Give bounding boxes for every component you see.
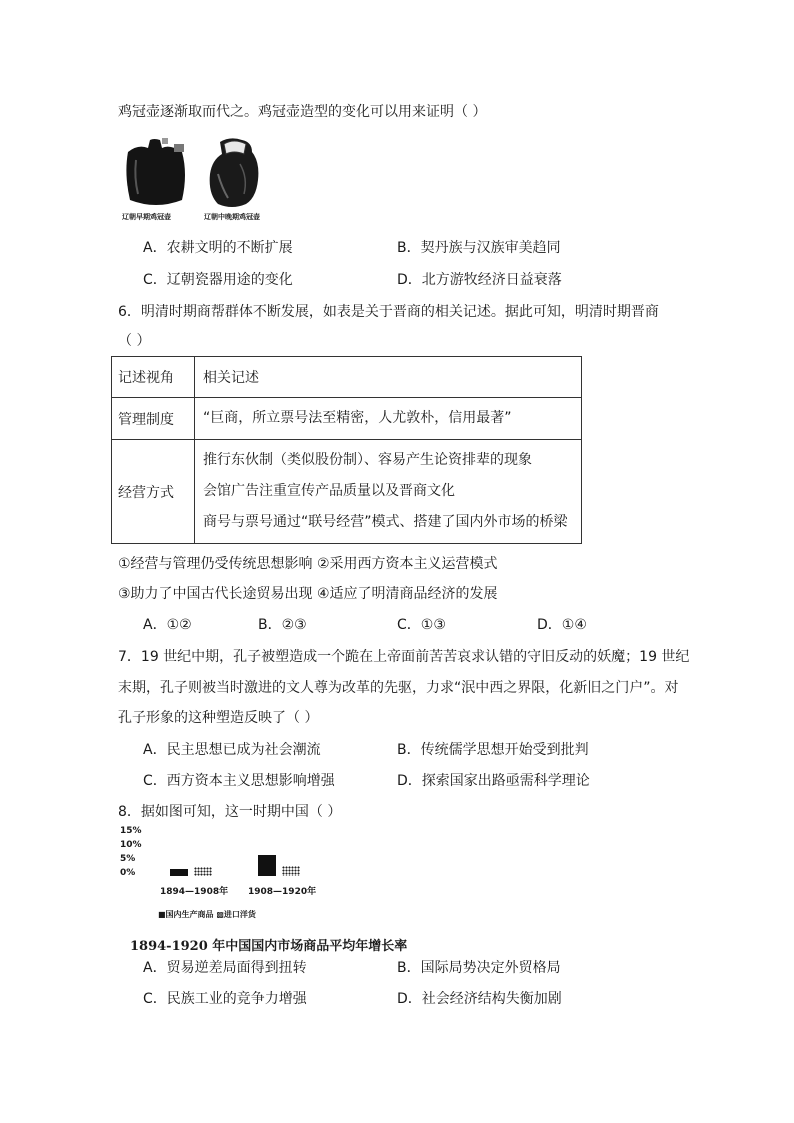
table-row [112, 440, 582, 544]
q7-option-d[interactable]: D．探索国家出路亟需科学理论 [397, 773, 590, 789]
y-tick-label: 15% [120, 826, 142, 836]
q7-option-c[interactable]: C．西方资本主义思想影响增强 [143, 773, 335, 789]
record-line: 商号与票号通过“联号经营”模式、搭建了国内外市场的桥梁 [203, 514, 568, 530]
q5-option-d[interactable]: D．北方游牧经济日益衰落 [397, 272, 562, 288]
record-line: 会馆广告注重宣传产品质量以及晋商文化 [203, 483, 455, 499]
chart-title: 1894-1920 年中国国内市场商品平均年增长率 [130, 939, 408, 954]
q5-option-c[interactable]: C．辽朝瓷器用途的变化 [143, 272, 293, 288]
q7-stem-line3: 孔子形象的这种塑造反映了（ ） [118, 710, 319, 726]
q5-option-a[interactable]: A．农耕文明的不断扩展 [143, 240, 293, 256]
bar-imported-goods [282, 866, 300, 876]
q6-stem-line2: （ ） [118, 333, 151, 349]
bar-domestic-goods [170, 869, 188, 876]
q6-option-d[interactable]: D．①④ [537, 617, 587, 633]
pottery-images [118, 134, 288, 224]
jin-merchants-table [111, 356, 582, 544]
table-header-records: 相关记述 [195, 357, 582, 398]
early-cockscomb-flask [126, 138, 185, 205]
table-header-row [112, 357, 582, 398]
table-cell-record [195, 398, 582, 440]
q7-stem-line1: 7．19 世纪中期，孔子被塑造成一个跪在上帝面前苦苦哀求认错的守旧反动的妖魔；19 世纪 [118, 649, 690, 665]
caption-late-flask: 辽朝中晚期鸡冠壶 [204, 213, 260, 221]
q8-option-a[interactable]: A．贸易逆差局面得到扭转 [143, 960, 307, 976]
q6-statements-line1: ①经营与管理仍受传统思想影响 ②采用西方资本主义运营模式 [118, 556, 498, 572]
bar-imported-goods [194, 867, 212, 876]
growth-rate-chart [118, 826, 328, 922]
q6-option-b[interactable]: B．②③ [258, 617, 307, 633]
chart-legend: ■国内生产商品 ▩进口洋货 [158, 910, 256, 919]
table-cell-view: 管理制度 [112, 398, 195, 440]
q8-option-b[interactable]: B．国际局势决定外贸格局 [397, 960, 561, 976]
q7-option-a[interactable]: A．民主思想已成为社会潮流 [143, 742, 321, 758]
q5-stem-tail: 鸡冠壶逐渐取而代之。鸡冠壶造型的变化可以用来证明（ ） [118, 104, 487, 120]
q6-statements-line2: ③助力了中国古代长途贸易出现 ④适应了明清商品经济的发展 [118, 586, 498, 602]
category-label: 1894—1908年 [160, 887, 229, 897]
q8-stem: 8．据如图可知，这一时期中国（ ） [118, 804, 342, 820]
y-tick-label: 0% [120, 868, 136, 878]
pottery-illustration [118, 134, 288, 212]
q5-option-b[interactable]: B．契丹族与汉族审美趋同 [397, 240, 561, 256]
table-header-view: 记述视角 [112, 357, 195, 398]
table-cell-view: 经营方式 [112, 440, 195, 544]
record-line: “巨商，所立票号法至精密，人尤敦朴，信用最著” [203, 410, 512, 426]
y-tick-label: 10% [120, 840, 142, 850]
q7-option-b[interactable]: B．传统儒学思想开始受到批判 [397, 742, 589, 758]
q7-stem-line2: 末期，孔子则被当时激进的文人尊为改革的先驱，力求“泯中西之界限，化新旧之门户”。对 [118, 680, 679, 696]
q6-option-a[interactable]: A．①② [143, 617, 192, 633]
caption-early-flask: 辽朝早期鸡冠壶 [122, 213, 171, 221]
table-row [112, 398, 582, 440]
late-cockscomb-flask [210, 138, 259, 207]
q8-option-d[interactable]: D．社会经济结构失衡加剧 [397, 991, 562, 1007]
bar-domestic-goods [258, 855, 276, 876]
q8-option-c[interactable]: C．民族工业的竞争力增强 [143, 991, 307, 1007]
q6-option-c[interactable]: C．①③ [397, 617, 446, 633]
table-cell-record [195, 440, 582, 544]
category-label: 1908—1920年 [248, 887, 317, 897]
q6-stem-line1: 6．明清时期商帮群体不断发展，如表是关于晋商的相关记述。据此可知，明清时期晋商 [118, 304, 659, 320]
y-tick-label: 5% [120, 854, 136, 864]
record-line: 推行东伙制（类似股份制）、容易产生论资排辈的现象 [203, 452, 532, 468]
